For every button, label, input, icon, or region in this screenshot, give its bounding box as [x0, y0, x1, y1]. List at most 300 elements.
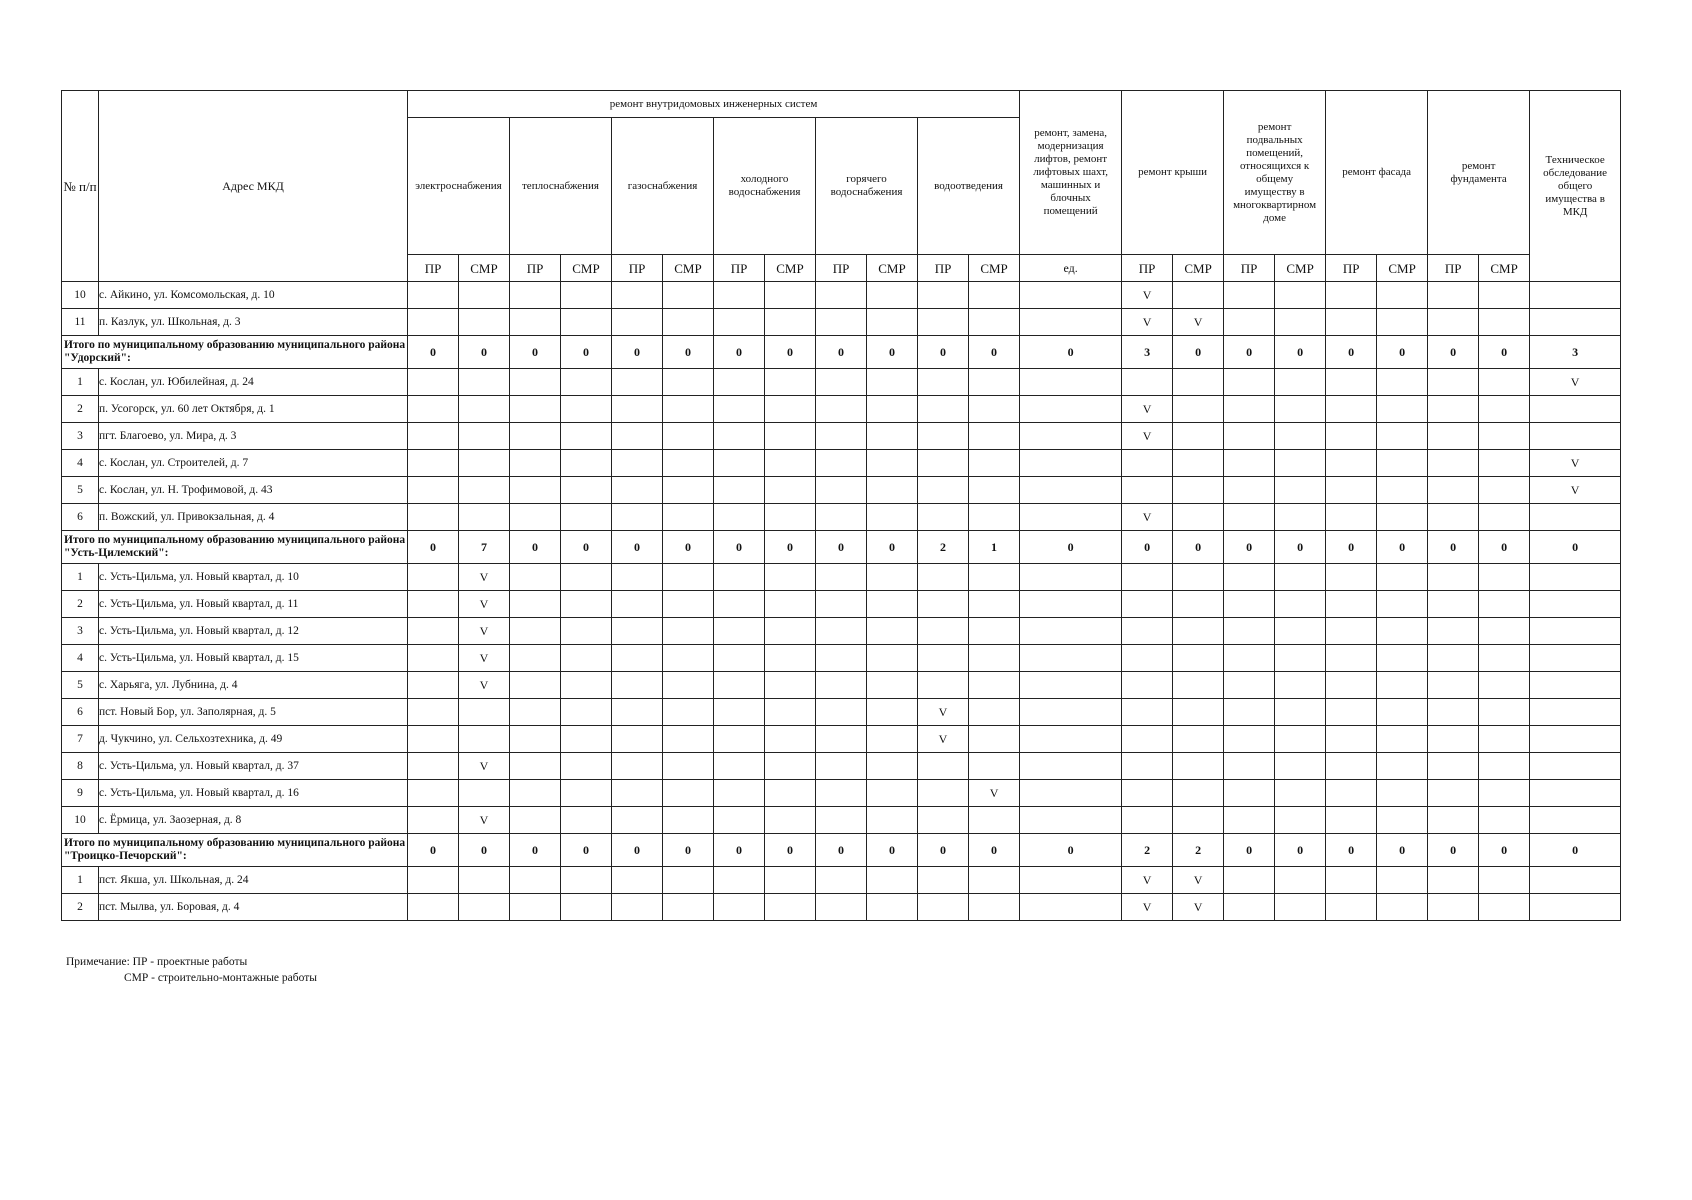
total-cell: 0 [765, 531, 816, 564]
row-address: п. Казлук, ул. Школьная, д. 3 [99, 309, 408, 336]
mark-cell [969, 423, 1020, 450]
total-cell: 0 [510, 834, 561, 867]
header-smr: СМР [663, 255, 714, 282]
mark-cell [969, 282, 1020, 309]
mark-cell [1479, 450, 1530, 477]
mark-cell: V [459, 807, 510, 834]
table-row [62, 282, 1621, 309]
header-smr: СМР [1275, 255, 1326, 282]
mark-cell [816, 699, 867, 726]
mark-cell [561, 699, 612, 726]
header-hot-water: горячего водоснабжения [816, 118, 918, 255]
total-cell: 0 [1275, 531, 1326, 564]
mark-cell [408, 591, 459, 618]
mark-cell [459, 477, 510, 504]
mark-cell [510, 807, 561, 834]
total-cell: 0 [918, 834, 969, 867]
mark-cell [1020, 807, 1122, 834]
total-cell: 0 [1224, 834, 1275, 867]
header-cold-water: холодного водоснабжения [714, 118, 816, 255]
row-address: с. Усть-Цильма, ул. Новый квартал, д. 16 [99, 780, 408, 807]
total-cell: 0 [408, 336, 459, 369]
mark-cell [918, 282, 969, 309]
mark-cell [1479, 867, 1530, 894]
mark-cell [1173, 726, 1224, 753]
mark-cell [1377, 618, 1428, 645]
mark-cell [765, 618, 816, 645]
mark-cell [765, 726, 816, 753]
header-smr: СМР [867, 255, 918, 282]
mark-cell [714, 618, 765, 645]
row-number: 11 [62, 309, 99, 336]
mark-cell [663, 780, 714, 807]
total-cell: 0 [459, 336, 510, 369]
mark-cell [1428, 618, 1479, 645]
mark-cell [1428, 450, 1479, 477]
table-row [62, 672, 1621, 699]
total-cell: 0 [663, 531, 714, 564]
mark-cell [612, 807, 663, 834]
mark-cell [612, 591, 663, 618]
table-row [62, 504, 1621, 531]
table-row [62, 477, 1621, 504]
mark-cell [714, 423, 765, 450]
mark-cell [1326, 282, 1377, 309]
mark-cell [867, 867, 918, 894]
mark-cell [612, 396, 663, 423]
header-heat: теплоснабжения [510, 118, 612, 255]
mark-cell [1377, 450, 1428, 477]
mark-cell [510, 867, 561, 894]
mark-cell [1428, 699, 1479, 726]
mark-cell [867, 396, 918, 423]
mark-cell: V [1530, 477, 1621, 504]
mark-cell [867, 504, 918, 531]
row-number: 1 [62, 564, 99, 591]
mark-cell [1275, 396, 1326, 423]
mark-cell [510, 282, 561, 309]
table-row [62, 423, 1621, 450]
mark-cell [459, 450, 510, 477]
note-pr: Примечание: ПР - проектные работы [66, 956, 248, 968]
mark-cell [1224, 894, 1275, 921]
mark-cell [1377, 423, 1428, 450]
mark-cell [1224, 504, 1275, 531]
mark-cell [1377, 807, 1428, 834]
mark-cell [1377, 396, 1428, 423]
mark-cell [714, 780, 765, 807]
mark-cell [561, 477, 612, 504]
mark-cell [1122, 672, 1173, 699]
header-foundation: ремонт фундамента [1428, 91, 1530, 255]
mark-cell [1275, 564, 1326, 591]
mark-cell [1224, 672, 1275, 699]
mark-cell: V [969, 780, 1020, 807]
header-pr: ПР [612, 255, 663, 282]
mark-cell [1377, 591, 1428, 618]
total-cell: 0 [714, 336, 765, 369]
row-number: 2 [62, 396, 99, 423]
mark-cell [969, 618, 1020, 645]
mark-cell [663, 894, 714, 921]
total-cell: 0 [1479, 336, 1530, 369]
total-cell: 0 [612, 834, 663, 867]
mark-cell [1377, 894, 1428, 921]
mark-cell [561, 780, 612, 807]
mark-cell [612, 504, 663, 531]
mark-cell [1275, 807, 1326, 834]
mark-cell [561, 504, 612, 531]
mark-cell [663, 423, 714, 450]
total-cell: 0 [459, 834, 510, 867]
mark-cell [867, 672, 918, 699]
mark-cell [1122, 753, 1173, 780]
mark-cell [612, 282, 663, 309]
mark-cell [1326, 591, 1377, 618]
mark-cell [510, 423, 561, 450]
mark-cell [1530, 780, 1621, 807]
mark-cell [1479, 618, 1530, 645]
total-cell: 0 [918, 336, 969, 369]
mark-cell [1377, 564, 1428, 591]
mark-cell [1224, 699, 1275, 726]
header-gas: газоснабжения [612, 118, 714, 255]
header-pr: ПР [1428, 255, 1479, 282]
mark-cell [765, 894, 816, 921]
total-row [62, 531, 1621, 564]
mark-cell [408, 645, 459, 672]
mark-cell [1275, 618, 1326, 645]
total-label: Итого по муниципальному образованию муниципального района "Усть-Цилемский": [62, 531, 408, 564]
mark-cell [816, 396, 867, 423]
mark-cell [1173, 369, 1224, 396]
total-cell: 0 [969, 336, 1020, 369]
mark-cell [1530, 726, 1621, 753]
mark-cell [969, 504, 1020, 531]
mark-cell [765, 309, 816, 336]
mark-cell [1479, 564, 1530, 591]
total-cell: 0 [1530, 531, 1621, 564]
mark-cell [816, 282, 867, 309]
mark-cell [663, 369, 714, 396]
row-address: с. Усть-Цильма, ул. Новый квартал, д. 10 [99, 564, 408, 591]
mark-cell [561, 564, 612, 591]
mark-cell: V [918, 699, 969, 726]
row-address: с. Усть-Цильма, ул. Новый квартал, д. 37 [99, 753, 408, 780]
mark-cell [714, 894, 765, 921]
mark-cell [714, 591, 765, 618]
row-address: с. Кослан, ул. Юбилейная, д. 24 [99, 369, 408, 396]
mark-cell [1326, 753, 1377, 780]
row-address: п. Вожский, ул. Привокзальная, д. 4 [99, 504, 408, 531]
total-cell: 1 [969, 531, 1020, 564]
mark-cell [663, 807, 714, 834]
mark-cell [510, 396, 561, 423]
mark-cell [1020, 450, 1122, 477]
mark-cell [765, 396, 816, 423]
mark-cell [1020, 564, 1122, 591]
mark-cell [408, 672, 459, 699]
mark-cell [1275, 477, 1326, 504]
mark-cell [561, 807, 612, 834]
mark-cell [918, 369, 969, 396]
mark-cell [1326, 867, 1377, 894]
note-smr: СМР - строительно-монтажные работы [124, 972, 317, 984]
mark-cell [408, 618, 459, 645]
mark-cell [1530, 564, 1621, 591]
mark-cell: V [459, 564, 510, 591]
total-cell: 0 [510, 531, 561, 564]
mark-cell [867, 477, 918, 504]
row-number: 3 [62, 618, 99, 645]
mark-cell [1224, 780, 1275, 807]
total-cell: 0 [510, 336, 561, 369]
mark-cell [561, 753, 612, 780]
mark-cell [459, 867, 510, 894]
total-cell: 0 [1377, 336, 1428, 369]
mark-cell [408, 753, 459, 780]
mark-cell [1428, 807, 1479, 834]
mark-cell [612, 672, 663, 699]
mark-cell [1020, 753, 1122, 780]
mark-cell [765, 504, 816, 531]
mark-cell [1377, 753, 1428, 780]
total-cell: 0 [1020, 336, 1122, 369]
mark-cell [816, 894, 867, 921]
mark-cell [1377, 780, 1428, 807]
mark-cell [1530, 423, 1621, 450]
mark-cell [969, 726, 1020, 753]
row-number: 6 [62, 504, 99, 531]
mark-cell [1173, 591, 1224, 618]
document-page [61, 90, 1621, 921]
mark-cell [1479, 309, 1530, 336]
mark-cell [1275, 753, 1326, 780]
mark-cell [1275, 504, 1326, 531]
mark-cell [765, 591, 816, 618]
total-cell: 0 [1479, 834, 1530, 867]
header-smr: СМР [459, 255, 510, 282]
row-number: 10 [62, 807, 99, 834]
mark-cell [1173, 780, 1224, 807]
mark-cell: V [1530, 450, 1621, 477]
mark-cell: V [1530, 369, 1621, 396]
row-address: пст. Мылва, ул. Боровая, д. 4 [99, 894, 408, 921]
mark-cell [459, 699, 510, 726]
mark-cell [1326, 309, 1377, 336]
total-label: Итого по муниципальному образованию муниципального района "Троицко-Печорский": [62, 834, 408, 867]
mark-cell [1275, 450, 1326, 477]
row-number: 5 [62, 477, 99, 504]
row-number: 1 [62, 867, 99, 894]
mark-cell [969, 894, 1020, 921]
mark-cell [1020, 591, 1122, 618]
row-number: 8 [62, 753, 99, 780]
mark-cell [1020, 780, 1122, 807]
total-cell: 0 [1428, 834, 1479, 867]
mark-cell: V [1122, 423, 1173, 450]
mark-cell [408, 807, 459, 834]
mark-cell [561, 450, 612, 477]
mark-cell [1224, 309, 1275, 336]
mark-cell [1326, 645, 1377, 672]
mark-cell: V [1173, 894, 1224, 921]
mark-cell [663, 618, 714, 645]
row-address: с. Ёрмица, ул. Заозерная, д. 8 [99, 807, 408, 834]
mark-cell [816, 867, 867, 894]
total-cell: 0 [1173, 531, 1224, 564]
mark-cell [561, 672, 612, 699]
row-number: 7 [62, 726, 99, 753]
total-row [62, 834, 1621, 867]
mark-cell [1377, 672, 1428, 699]
table-row [62, 807, 1621, 834]
mark-cell [510, 564, 561, 591]
total-cell: 0 [816, 531, 867, 564]
mark-cell [714, 564, 765, 591]
table-row [62, 618, 1621, 645]
mark-cell [1326, 450, 1377, 477]
row-number: 2 [62, 894, 99, 921]
total-cell: 0 [816, 834, 867, 867]
total-cell: 0 [561, 531, 612, 564]
mark-cell [714, 645, 765, 672]
mark-cell: V [918, 726, 969, 753]
mark-cell [969, 564, 1020, 591]
row-address: с. Усть-Цильма, ул. Новый квартал, д. 11 [99, 591, 408, 618]
table-row [62, 396, 1621, 423]
mark-cell [663, 867, 714, 894]
mark-cell [1530, 645, 1621, 672]
total-cell: 0 [1224, 336, 1275, 369]
mark-cell [918, 807, 969, 834]
mark-cell [1326, 564, 1377, 591]
mark-cell [867, 726, 918, 753]
mark-cell [816, 504, 867, 531]
row-address: с. Усть-Цильма, ул. Новый квартал, д. 12 [99, 618, 408, 645]
mark-cell: V [459, 672, 510, 699]
mark-cell [1530, 591, 1621, 618]
header-pr: ПР [714, 255, 765, 282]
mark-cell [459, 423, 510, 450]
header-basement: ремонт подвальных помещений, относящихся к общему имуществу в многоквартирном доме [1224, 91, 1326, 255]
mark-cell [765, 645, 816, 672]
total-cell: 0 [561, 336, 612, 369]
mark-cell [612, 477, 663, 504]
total-row [62, 336, 1621, 369]
header-pr: ПР [816, 255, 867, 282]
header-unit: ед. [1020, 255, 1122, 282]
mark-cell [969, 396, 1020, 423]
mark-cell [663, 396, 714, 423]
header-pr: ПР [918, 255, 969, 282]
mark-cell [765, 753, 816, 780]
mark-cell [510, 477, 561, 504]
mark-cell [1275, 423, 1326, 450]
mark-cell [408, 369, 459, 396]
mark-cell [459, 894, 510, 921]
table-row [62, 369, 1621, 396]
mark-cell [1122, 645, 1173, 672]
mark-cell [867, 807, 918, 834]
mark-cell [918, 504, 969, 531]
mark-cell [816, 477, 867, 504]
mark-cell [561, 645, 612, 672]
mark-cell [1224, 369, 1275, 396]
mark-cell [1479, 369, 1530, 396]
mark-cell [612, 423, 663, 450]
mark-cell [612, 753, 663, 780]
mark-cell [408, 504, 459, 531]
mark-cell [1377, 726, 1428, 753]
mark-cell [1326, 807, 1377, 834]
table-row [62, 699, 1621, 726]
mark-cell [1275, 780, 1326, 807]
row-number: 10 [62, 282, 99, 309]
mark-cell [1020, 369, 1122, 396]
mark-cell: V [459, 591, 510, 618]
mark-cell [663, 753, 714, 780]
header-facade: ремонт фасада [1326, 91, 1428, 255]
total-cell: 0 [1020, 834, 1122, 867]
mark-cell: V [1122, 867, 1173, 894]
mark-cell [1224, 564, 1275, 591]
header-address: Адрес МКД [99, 91, 408, 282]
mark-cell [663, 450, 714, 477]
table-row [62, 726, 1621, 753]
row-address: с. Кослан, ул. Н. Трофимовой, д. 43 [99, 477, 408, 504]
mark-cell [663, 699, 714, 726]
mark-cell [867, 309, 918, 336]
mark-cell [1326, 672, 1377, 699]
mark-cell [1122, 477, 1173, 504]
mark-cell [408, 699, 459, 726]
total-cell: 3 [1122, 336, 1173, 369]
mark-cell [408, 450, 459, 477]
mark-cell: V [1122, 894, 1173, 921]
mark-cell [1530, 672, 1621, 699]
mark-cell [1122, 591, 1173, 618]
mark-cell [1428, 282, 1479, 309]
header-drainage: водоотведения [918, 118, 1020, 255]
mark-cell [1428, 423, 1479, 450]
mark-cell [1530, 396, 1621, 423]
header-engineering-group: ремонт внутридомовых инженерных систем [408, 91, 1020, 118]
mark-cell [612, 867, 663, 894]
table-row [62, 753, 1621, 780]
mark-cell [663, 282, 714, 309]
mark-cell [510, 450, 561, 477]
mark-cell [1173, 672, 1224, 699]
mark-cell: V [1173, 309, 1224, 336]
mark-cell [1275, 369, 1326, 396]
mark-cell [1428, 753, 1479, 780]
total-cell: 0 [1326, 336, 1377, 369]
total-cell: 7 [459, 531, 510, 564]
mark-cell [765, 477, 816, 504]
mark-cell [1173, 807, 1224, 834]
mark-cell [1122, 699, 1173, 726]
header-electro: электроснабжения [408, 118, 510, 255]
mark-cell [765, 423, 816, 450]
total-cell: 0 [1326, 834, 1377, 867]
mark-cell [1020, 396, 1122, 423]
mark-cell [918, 672, 969, 699]
mark-cell [612, 699, 663, 726]
mark-cell [663, 672, 714, 699]
mark-cell [816, 564, 867, 591]
mark-cell [1326, 699, 1377, 726]
